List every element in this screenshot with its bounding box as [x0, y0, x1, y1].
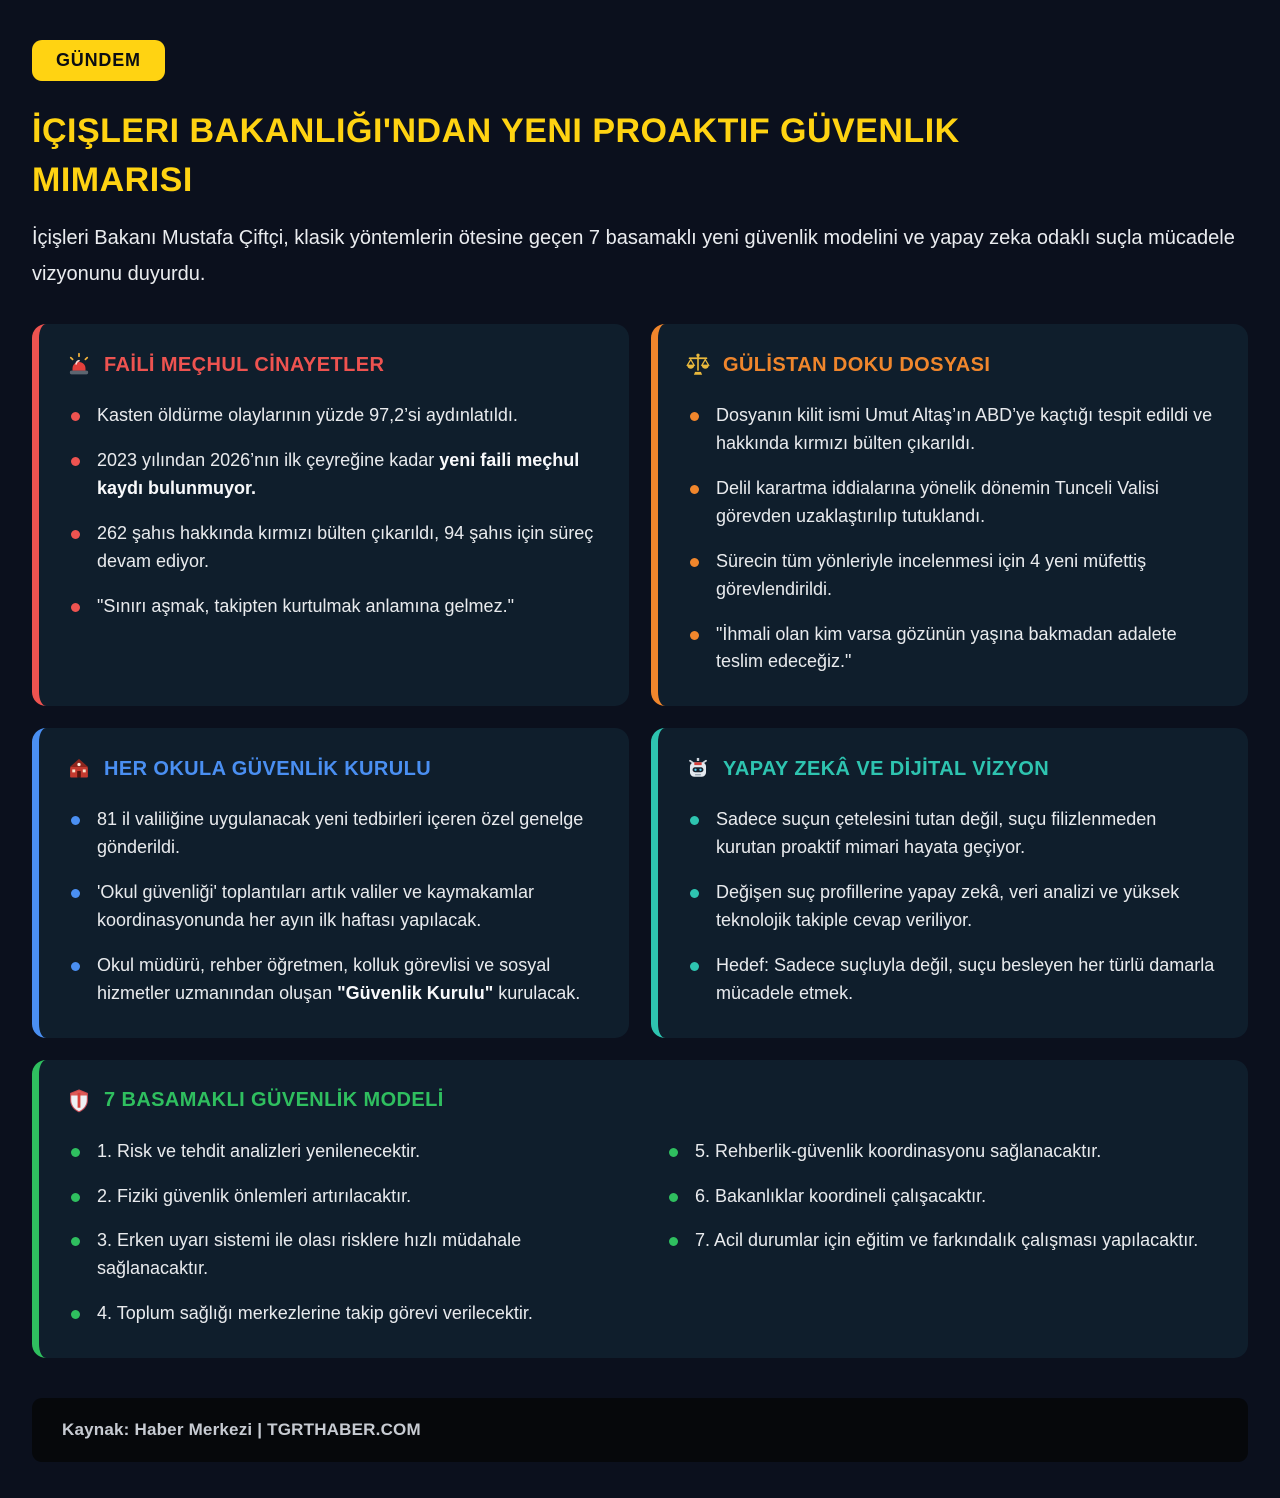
- bullet-dot: [690, 412, 699, 421]
- bullet-dot: [71, 962, 80, 971]
- bullet-text: [97, 593, 514, 621]
- card-title: 7 BASAMAKLI GÜVENLİK MODELİ: [104, 1089, 444, 1112]
- text-segment: Kasten öldürme olaylarının yüzde 97,2’si aydınlatıldı.: [97, 405, 518, 426]
- list-item: [664, 1227, 1218, 1255]
- bullet-list: [66, 402, 599, 620]
- text-segment: Delil karartma iddialarına yönelik dönemin Tunceli Valisi görevden uzaklaştırılıp tutuklandı.: [716, 478, 1159, 526]
- bullet-text: [97, 402, 518, 430]
- list-item: [664, 1138, 1218, 1166]
- text-segment: "Güvenlik Kurulu": [337, 982, 494, 1003]
- bullet-dot: [71, 1310, 80, 1319]
- bullet-list: [66, 806, 599, 1007]
- bullet-dot: [71, 603, 80, 612]
- bullet-list-left: [66, 1138, 620, 1328]
- card-header: [66, 756, 599, 782]
- list-item: [66, 447, 599, 503]
- robot-icon: [685, 756, 711, 782]
- card-header: [685, 756, 1218, 782]
- list-item: [66, 402, 599, 430]
- list-item: [66, 1300, 620, 1328]
- bullet-text: [97, 1227, 620, 1283]
- text-segment: 6. Bakanlıklar koordineli çalışacaktır.: [695, 1185, 987, 1206]
- bullet-dot: [690, 816, 699, 825]
- card-gulistan-doku-dosyasi: [651, 324, 1248, 706]
- bullet-text: [716, 952, 1218, 1008]
- bullet-list-right: [664, 1138, 1218, 1256]
- list-item: [685, 952, 1218, 1008]
- card-title: HER OKULA GÜVENLİK KURULU: [104, 757, 432, 780]
- page-subtitle: İçişleri Bakanı Mustafa Çiftçi, klasik yöntemlerin ötesine geçen 7 basamaklı yeni güvenlik modelini ve yapay zeka odaklı suçla mücadele vizyonunu duyurdu.: [32, 227, 1235, 286]
- cards-grid: [32, 324, 1248, 1037]
- scales-icon: [685, 352, 711, 378]
- text-segment: 1. Risk ve tehdit analizleri yenilenecektir.: [97, 1140, 421, 1161]
- card-title: YAPAY ZEKÂ VE DİJİTAL VİZYON: [723, 757, 1050, 780]
- text-segment: Değişen suç profillerine yapay zekâ, veri analizi ve yüksek teknolojik takiple cevap veriliyor.: [716, 882, 1180, 931]
- text-segment: 3. Erken uyarı sistemi ile olası risklere hızlı müdahale sağlanacaktır.: [97, 1230, 522, 1279]
- list-item: [66, 879, 599, 935]
- bullet-text: [716, 621, 1218, 677]
- bullet-dot: [71, 889, 80, 898]
- card-her-okula-guvenlik-kurulu: [32, 728, 629, 1037]
- bullet-text: [695, 1227, 1198, 1255]
- bullet-text: [716, 879, 1218, 935]
- card-yapay-zeka-ve-dijital-vizyon: [651, 728, 1248, 1037]
- bullet-text: [97, 1138, 420, 1166]
- bullet-dot: [669, 1193, 678, 1202]
- bullet-dot: [71, 530, 80, 539]
- source-bar: [32, 1398, 1248, 1462]
- list-item: [66, 520, 599, 576]
- bullet-text: [97, 952, 599, 1008]
- bullet-text: [97, 879, 599, 935]
- text-segment: 'Okul güvenliği' toplantıları artık valiler ve kaymakamlar koordinasyonunda her ayın ilk haftası yapılacak.: [97, 882, 535, 931]
- bullet-dot: [71, 457, 80, 466]
- list-item: [66, 593, 599, 621]
- bullet-text: [97, 520, 599, 576]
- text-segment: 81 il valiliğine uygulanacak yeni tedbirleri içeren özel genelge gönderildi.: [97, 809, 584, 858]
- text-segment: 262 şahıs hakkında kırmızı bülten çıkarıldı, 94 şahıs için süreç devam ediyor.: [97, 522, 594, 571]
- bullet-text: [695, 1183, 986, 1211]
- text-segment: "Sınırı aşmak, takipten kurtulmak anlamına gelmez.": [97, 595, 514, 616]
- bullet-dot: [71, 412, 80, 421]
- list-item: [66, 1138, 620, 1166]
- card-title: FAİLİ MEÇHUL CİNAYETLER: [104, 353, 385, 376]
- card-header: [66, 352, 599, 378]
- text-segment: kurulacak.: [493, 982, 581, 1003]
- card-header: [66, 1088, 1218, 1114]
- list-item: [685, 548, 1218, 604]
- text-segment: Sürecin tüm yönleriyle incelenmesi için 4 yeni müfettiş görevlendirildi.: [716, 550, 1147, 599]
- card-header: [685, 352, 1218, 378]
- source-text: Kaynak: Haber Merkezi | TGRTHABER.COM: [62, 1420, 421, 1440]
- bullet-text: [97, 1183, 411, 1211]
- bullet-dot: [71, 1148, 80, 1157]
- text-segment: 4. Toplum sağlığı merkezlerine takip görevi verilecektir.: [97, 1303, 533, 1324]
- siren-icon: [66, 352, 92, 378]
- bullet-dot: [669, 1237, 678, 1246]
- bullet-text: [716, 402, 1218, 458]
- bullet-dot: [690, 631, 699, 640]
- bullet-list: [685, 402, 1218, 676]
- text-segment: Dosyanın kilit ismi Umut Altaş’ın ABD’ye kaçtığı tespit edildi ve hakkında kırmızı bülten çıkarıldı.: [716, 405, 1213, 454]
- bullet-dot: [690, 558, 699, 567]
- text-segment: 2023 yılından 2026’nın ilk çeyreğine kadar: [97, 450, 440, 471]
- bullet-list: [685, 806, 1218, 1007]
- card-title: GÜLİSTAN DOKU DOSYASI: [723, 353, 991, 376]
- bullet-text: [97, 1300, 533, 1328]
- list-item: [664, 1183, 1218, 1211]
- page-title: İÇIŞLERI BAKANLIĞI'NDAN YENI PROAKTIF GÜVENLIK MIMARISI: [32, 112, 960, 199]
- list-item: [66, 806, 599, 862]
- text-segment: Sadece suçun çetelesini tutan değil, suçu filizlenmeden kurutan proaktif mimari hayata geçiyor.: [716, 809, 1157, 858]
- text-segment: 5. Rehberlik-güvenlik koordinasyonu sağlanacaktır.: [695, 1140, 1102, 1161]
- bullet-text: [97, 806, 599, 862]
- text-segment: Hedef: Sadece suçluyla değil, suçu besleyen her türlü damarla mücadele etmek.: [716, 954, 1215, 1003]
- list-item: [685, 402, 1218, 458]
- bullet-text: [716, 475, 1218, 531]
- bullet-dot: [669, 1148, 678, 1157]
- bullet-dot: [690, 485, 699, 494]
- bullet-text: [716, 806, 1218, 862]
- list-item: [66, 952, 599, 1008]
- text-segment: Okul müdürü, rehber öğretmen, kolluk görevlisi ve sosyal hizmetler uzmanından oluşan: [97, 954, 551, 1003]
- list-item: [685, 806, 1218, 862]
- bullet-dot: [690, 962, 699, 971]
- bullet-dot: [71, 816, 80, 825]
- list-item: [66, 1227, 620, 1283]
- bullet-dot: [71, 1193, 80, 1202]
- text-segment: "İhmali olan kim varsa gözünün yaşına bakmadan adalete teslim edeceğiz.": [716, 623, 1177, 672]
- text-segment: 7. Acil durumlar için eğitim ve farkındalık çalışması yapılacaktır.: [695, 1230, 1199, 1251]
- bullet-text: [97, 447, 599, 503]
- bullet-dot: [71, 1237, 80, 1246]
- school-icon: [66, 756, 92, 782]
- category-badge: GÜNDEM: [32, 40, 165, 81]
- shield-icon: [66, 1088, 92, 1114]
- list-item: [685, 475, 1218, 531]
- two-column-list: [66, 1138, 1218, 1328]
- list-item: [685, 879, 1218, 935]
- text-segment: yeni faili meçhul kaydı bulunmuyor.: [97, 450, 580, 498]
- card-7-basamakli-guvenlik-modeli: [32, 1060, 1248, 1358]
- list-item: [66, 1183, 620, 1211]
- text-segment: 2. Fiziki güvenlik önlemleri artırılacaktır.: [97, 1185, 412, 1206]
- bullet-dot: [690, 889, 699, 898]
- bullet-text: [716, 548, 1218, 604]
- card-faili-mechul-cinayetler: [32, 324, 629, 706]
- bullet-text: [695, 1138, 1101, 1166]
- list-item: [685, 621, 1218, 677]
